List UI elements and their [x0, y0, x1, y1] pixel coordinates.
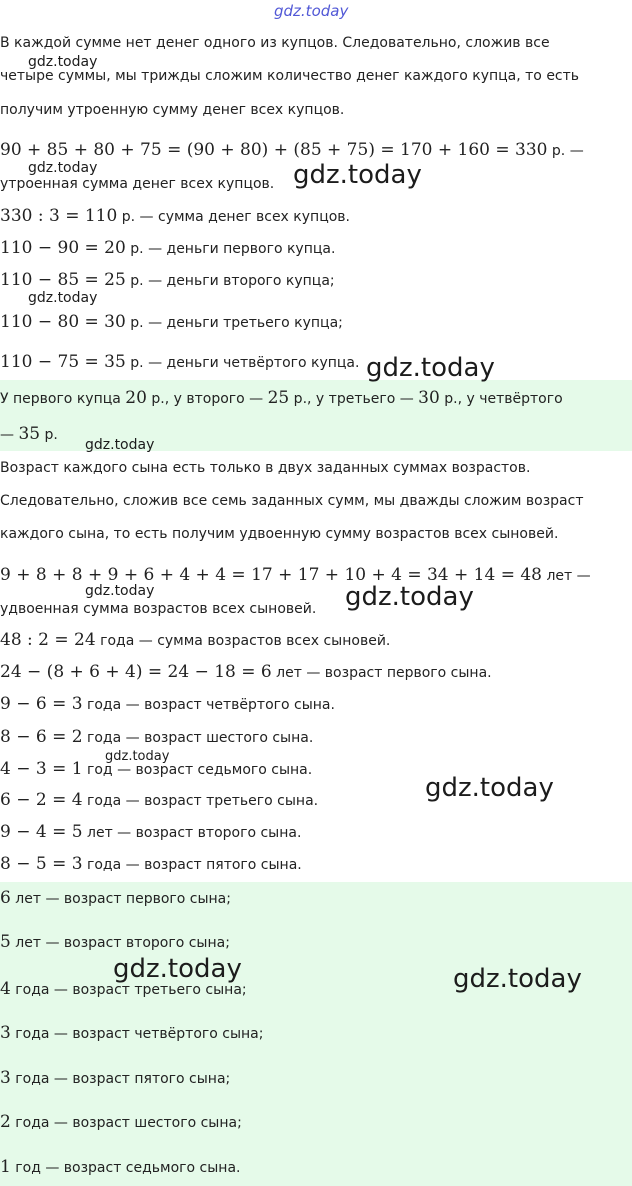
answer-math: 2 [0, 1112, 11, 1132]
answer-text: года — возраст пятого сына; [10, 1071, 231, 1087]
answer-math: 3 [0, 1068, 11, 1088]
watermark: gdz.today [85, 437, 155, 453]
answer-math: 30 [418, 388, 440, 408]
step-line [0, 822, 632, 843]
step-text: года — возраст третьего сына. [82, 793, 319, 809]
answer-line [0, 1157, 632, 1178]
answer-math: 4 [0, 979, 11, 999]
watermark: gdz.today [453, 964, 582, 994]
equation-continuation: удвоенная сумма возрастов всех сыновей. [0, 601, 317, 617]
answer-text: р. [40, 427, 58, 443]
watermark: gdz.today [28, 290, 98, 306]
answer-math: 1 [0, 1157, 11, 1177]
step-line [0, 352, 632, 373]
step-text: года — возраст четвёртого сына. [82, 697, 335, 713]
watermark: gdz.today [425, 773, 554, 803]
intro-line: получим утроенную сумму денег всех купцов. [0, 102, 345, 118]
step-text: года — возраст пятого сына. [82, 857, 302, 873]
answer-text: р., у второго — [146, 391, 268, 407]
step-math: 8 − 6 = 2 [0, 727, 83, 747]
step-math: 110 − 90 = 20 [0, 238, 126, 258]
answer-line [0, 1023, 632, 1044]
answer-text: года — возраст третьего сына; [10, 982, 247, 998]
step-text: р. — деньги первого купца. [125, 241, 336, 257]
equation-total [0, 140, 632, 161]
step-text: р. — деньги четвёртого купца. [125, 355, 360, 371]
step-text: р. — деньги третьего купца; [125, 315, 343, 331]
answer-text: р., у третьего — [289, 391, 419, 407]
step-text: р. — деньги второго купца; [125, 273, 335, 289]
answer-math: 25 [267, 388, 290, 408]
step-math: 9 − 6 = 3 [0, 694, 83, 714]
answer-text: — [0, 427, 19, 443]
answer-text: год — возраст седьмого сына. [10, 1160, 241, 1176]
step-math: 9 − 4 = 5 [0, 822, 83, 842]
step-text: р. — сумма денег всех купцов. [117, 209, 350, 225]
step-math: 330 : 3 = 110 [0, 206, 118, 226]
step-line [0, 694, 632, 715]
answer-text: р., у четвёртого [439, 391, 563, 407]
intro-line: каждого сына, то есть получим удвоенную сумму возрастов всех сыновей. [0, 526, 559, 542]
answer-line [0, 932, 632, 953]
step-math: 110 − 85 = 25 [0, 270, 126, 290]
step-line [0, 206, 632, 227]
step-line [0, 630, 632, 651]
step-math: 48 : 2 = 24 [0, 630, 96, 650]
answer-math: 35 [18, 424, 41, 444]
step-math: 8 − 5 = 3 [0, 854, 83, 874]
answer-text: года — возраст четвёртого сына; [10, 1026, 264, 1042]
watermark: gdz.today [105, 749, 170, 764]
equation-suffix: лет — [542, 568, 591, 584]
step-math: 6 − 2 = 4 [0, 790, 83, 810]
answer-line [0, 1112, 632, 1133]
watermark: gdz.today [345, 582, 474, 612]
equation-math: 9 + 8 + 8 + 9 + 6 + 4 + 4 = 17 + 17 + 10 + 4 = 34 + 14 = 48 [0, 565, 542, 585]
answer-line [0, 388, 632, 409]
answer-text: лет — возраст второго сына; [10, 935, 230, 951]
watermark: gdz.today [28, 54, 98, 70]
equation-math: 90 + 85 + 80 + 75 = (90 + 80) + (85 + 75) = 170 + 160 = 330 [0, 140, 548, 160]
step-math: 24 − (8 + 6 + 4) = 24 − 18 = 6 [0, 662, 272, 682]
answer-text: лет — возраст первого сына; [10, 891, 231, 907]
step-line [0, 662, 632, 683]
step-math: 4 − 3 = 1 [0, 759, 83, 779]
step-text: года — сумма возрастов всех сыновей. [95, 633, 391, 649]
step-math: 110 − 75 = 35 [0, 352, 126, 372]
intro-line: В каждой сумме нет денег одного из купцов. Следовательно, сложив все [0, 35, 550, 51]
step-text: лет — возраст первого сына. [271, 665, 492, 681]
equation-suffix: р. — [547, 143, 584, 159]
watermark: gdz.today [85, 583, 155, 599]
answer-line [0, 888, 632, 909]
step-text: лет — возраст второго сына. [82, 825, 302, 841]
answer-text: года — возраст шестого сына; [10, 1115, 242, 1131]
intro-line: Следовательно, сложив все семь заданных сумм, мы дважды сложим возраст [0, 493, 584, 509]
answer-math: 6 [0, 888, 11, 908]
watermark: gdz.today [113, 954, 242, 984]
answer-text: У первого купца [0, 391, 126, 407]
intro-line: четыре суммы, мы трижды сложим количество денег каждого купца, то есть [0, 68, 580, 84]
watermark: gdz.today [293, 160, 422, 190]
equation-continuation: утроенная сумма денег всех купцов. [0, 176, 275, 192]
step-line [0, 238, 632, 259]
step-text: года — возраст шестого сына. [82, 730, 314, 746]
step-line [0, 854, 632, 875]
watermark: gdz.today [28, 160, 98, 176]
answer-math: 3 [0, 1023, 11, 1043]
intro-line: Возраст каждого сына есть только в двух заданных суммах возрастов. [0, 460, 531, 476]
header-watermark: gdz.today [274, 2, 349, 20]
step-math: 110 − 80 = 30 [0, 312, 126, 332]
watermark: gdz.today [366, 353, 495, 383]
step-line [0, 270, 632, 291]
answer-math: 20 [125, 388, 147, 408]
answer-math: 5 [0, 932, 11, 952]
step-text: год — возраст седьмого сына. [82, 762, 313, 778]
answer-line [0, 1068, 632, 1089]
step-line [0, 312, 632, 333]
step-line [0, 727, 632, 748]
